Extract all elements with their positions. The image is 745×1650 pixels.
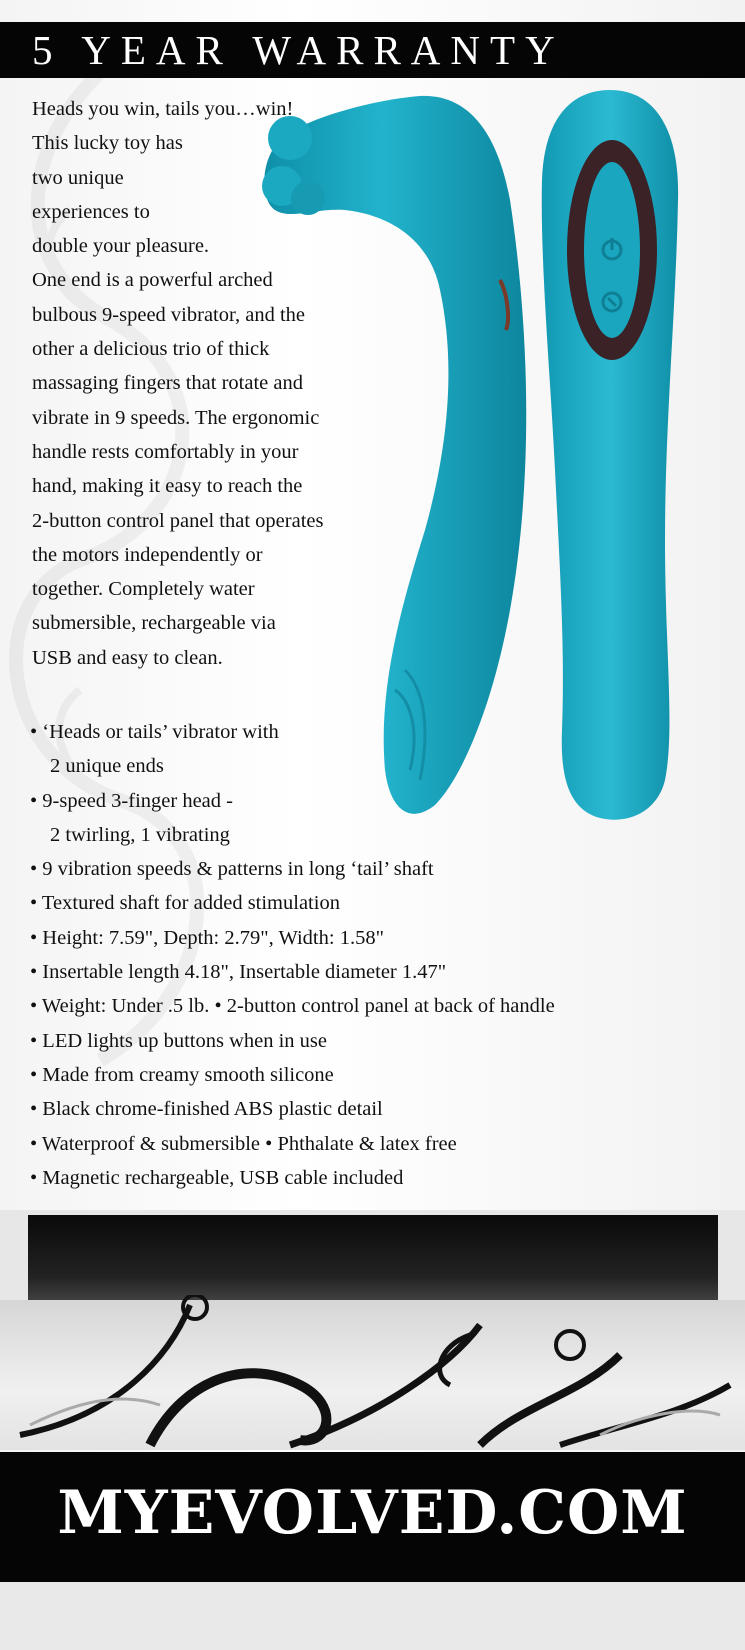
description-line: One end is a powerful arched	[32, 269, 273, 292]
feature-item	[30, 1058, 555, 1092]
description-line: 2-button control panel that operates	[32, 509, 324, 532]
vibrator-front-view	[542, 90, 678, 820]
feature-item	[30, 886, 555, 920]
feature-text: • Weight: Under .5 lb. • 2-button control panel at back of handle	[30, 995, 555, 1018]
feature-item	[30, 852, 555, 886]
finger-tip-bottom	[291, 181, 325, 215]
flourish-decoration	[0, 1295, 745, 1455]
description-line: handle rests comfortably in your	[32, 440, 299, 463]
feature-item	[30, 921, 555, 955]
package-footer	[0, 1582, 745, 1650]
feature-item	[30, 784, 555, 853]
feature-text: • ‘Heads or tails’ vibrator with	[30, 721, 279, 743]
description-line: other a delicious trio of thick	[32, 338, 270, 361]
description-line: two unique	[32, 166, 124, 189]
description-line: experiences to	[32, 200, 150, 223]
package-window-shadow	[28, 1215, 718, 1303]
feature-text: • 9-speed 3-finger head -	[30, 789, 233, 812]
description-line: hand, making it easy to reach the	[32, 475, 303, 498]
feature-text: • Made from creamy smooth silicone	[30, 1063, 334, 1086]
description-line: together. Completely water	[32, 578, 255, 601]
description-line: vibrate in 9 speeds. The ergonomic	[32, 406, 320, 429]
description-line: the motors independently or	[32, 543, 263, 566]
feature-item	[30, 715, 555, 784]
feature-item	[30, 1161, 555, 1195]
feature-text-continued: 2 twirling, 1 vibrating	[50, 823, 230, 846]
finger-tip-top	[268, 116, 312, 160]
description-line: Heads you win, tails you…win!	[32, 98, 294, 120]
description-line: double your pleasure.	[32, 235, 210, 258]
description-line: bulbous 9-speed vibrator, and the	[32, 303, 306, 326]
warranty-title: 5 YEAR WARRANTY	[32, 27, 565, 73]
description-line: USB and easy to clean.	[32, 646, 223, 669]
feature-text: • 9 vibration speeds & patterns in long ‘tail’ shaft	[30, 858, 434, 881]
website-url: MYEVOLVED.COM	[57, 1478, 688, 1548]
feature-item	[30, 989, 555, 1023]
feature-list	[30, 715, 555, 1195]
description-line: This lucky toy has	[32, 132, 183, 155]
description-line: submersible, rechargeable via	[32, 612, 276, 635]
feature-text: • Textured shaft for added stimulation	[30, 892, 340, 915]
vibrator-side-view	[262, 96, 526, 814]
feature-text: • LED lights up buttons when in use	[30, 1029, 328, 1052]
description-line: massaging fingers that rotate and	[32, 372, 303, 395]
feature-item	[30, 1127, 555, 1161]
feature-item	[30, 1092, 555, 1126]
feature-text: • Black chrome-finished ABS plastic detail	[30, 1098, 383, 1121]
feature-item	[30, 955, 555, 989]
feature-text: • Waterproof & submersible • Phthalate & latex free	[30, 1132, 457, 1155]
feature-text: • Insertable length 4.18", Insertable diameter 1.47"	[30, 961, 447, 984]
feature-text: • Magnetic rechargeable, USB cable included	[30, 1166, 404, 1189]
feature-text: • Height: 7.59", Depth: 2.79", Width: 1.58"	[30, 926, 384, 949]
feature-item	[30, 1024, 555, 1058]
feature-text-continued: 2 unique ends	[50, 755, 164, 778]
